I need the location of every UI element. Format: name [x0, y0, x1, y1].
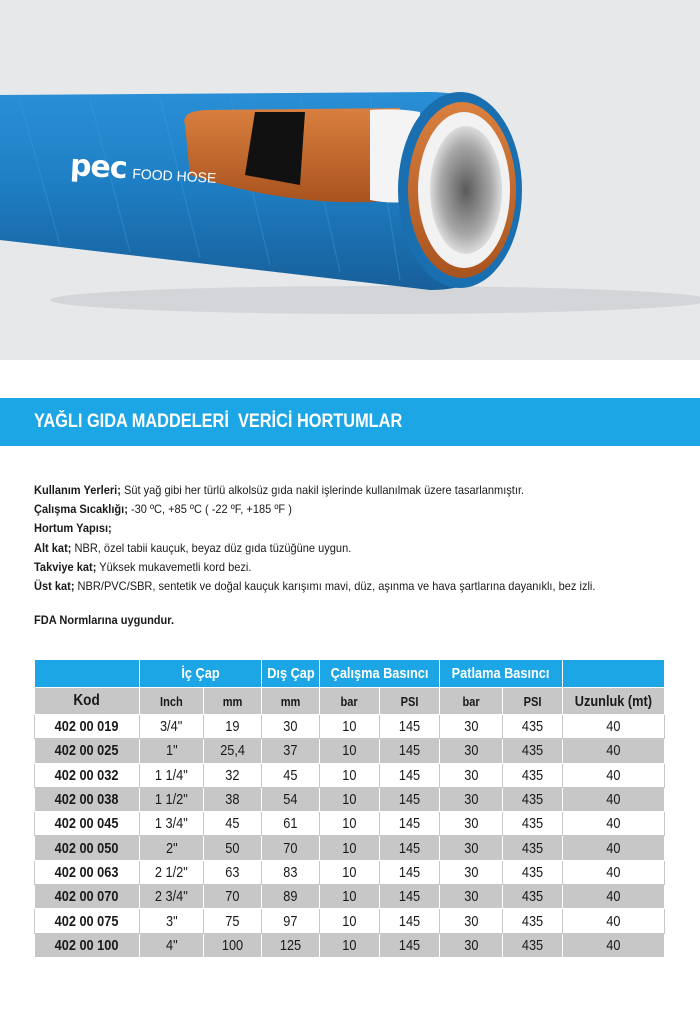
cell-burst-psi: 435 [503, 763, 563, 787]
cell-mm: 38 [204, 787, 262, 811]
table-row [35, 933, 665, 957]
cell-length: 40 [563, 763, 665, 787]
spec-table [34, 659, 665, 958]
description-text: NBR, özel tabii kauçuk, beyaz düz gıda tüzüğüne uygun. [71, 540, 352, 555]
description-line [34, 558, 623, 577]
cell-code: 402 00 025 [35, 739, 140, 763]
cell-code: 402 00 032 [35, 763, 140, 787]
header-working-psi: PSI [380, 688, 440, 715]
table-row [35, 787, 665, 811]
header-mm: mm [204, 688, 262, 715]
description-label: Hortum Yapısı; [34, 521, 112, 536]
table-header-blank [563, 660, 665, 688]
cell-outer-mm: 61 [262, 812, 320, 836]
description-text: NBR/PVC/SBR, sentetik ve doğal kauçuk karışımı mavi, düz, aşınma ve hava şartlarına dayanıklı, bez izli. [74, 579, 596, 594]
cell-working-bar: 10 [320, 909, 380, 933]
cell-burst-psi: 435 [503, 787, 563, 811]
table-row [35, 885, 665, 909]
cell-working-bar: 10 [320, 715, 380, 739]
cell-working-bar: 10 [320, 739, 380, 763]
cell-burst-psi: 435 [503, 909, 563, 933]
brand-subtitle: FOOD HOSE [131, 165, 217, 186]
cell-mm: 100 [204, 933, 262, 957]
cell-inch: 2 1/2" [140, 860, 204, 884]
description-label: Takviye kat; [34, 559, 97, 574]
cell-working-psi: 145 [380, 715, 440, 739]
description-line [34, 481, 623, 500]
description-label: Üst kat; [34, 579, 75, 594]
description-text: Süt yağ gibi her türlü alkolsüz gıda nakil işlerinde kullanılmak üzere tasarlanmıştır. [120, 483, 525, 497]
description-label: Alt kat; [34, 540, 72, 555]
cell-burst-bar: 30 [440, 860, 503, 884]
cell-burst-psi: 435 [503, 885, 563, 909]
cell-working-bar: 10 [320, 763, 380, 787]
description-label: Kullanım Yerleri; [34, 483, 121, 497]
cell-working-psi: 145 [380, 909, 440, 933]
cell-length: 40 [563, 860, 665, 884]
cell-outer-mm: 54 [262, 787, 320, 811]
cell-mm: 50 [204, 836, 262, 860]
cell-working-psi: 145 [380, 836, 440, 860]
cell-code: 402 00 070 [35, 885, 140, 909]
table-row [35, 860, 665, 884]
description-text: -30 ºC, +85 ºC ( -22 ºF, +185 ºF ) [127, 502, 292, 517]
cell-inch: 4" [140, 933, 204, 957]
cell-burst-psi: 435 [503, 739, 563, 763]
cell-burst-bar: 30 [440, 739, 503, 763]
cell-outer-mm: 37 [262, 739, 320, 763]
table-row [35, 715, 665, 739]
cell-inch: 1 1/2" [140, 787, 204, 811]
table-group-header-row [35, 660, 665, 688]
cell-outer-mm: 70 [262, 836, 320, 860]
page-title: YAĞLI GIDA MADDELERİ VERİCİ HORTUMLAR [34, 411, 403, 432]
cell-outer-mm: 45 [262, 763, 320, 787]
cell-code: 402 00 019 [35, 715, 140, 739]
cell-length: 40 [563, 933, 665, 957]
cell-burst-bar: 30 [440, 715, 503, 739]
table-header-blank [35, 660, 140, 688]
cell-length: 40 [563, 836, 665, 860]
cell-mm: 75 [204, 909, 262, 933]
cell-burst-psi: 435 [503, 836, 563, 860]
cell-outer-mm: 89 [262, 885, 320, 909]
description-text: Yüksek mukavemetli kord bezi. [96, 559, 252, 574]
fda-note: FDA Normlarına uygundur. [34, 613, 175, 627]
table-row [35, 836, 665, 860]
product-image [0, 0, 700, 360]
cell-inch: 2 3/4" [140, 885, 204, 909]
cell-working-bar: 10 [320, 885, 380, 909]
product-description [34, 481, 623, 596]
cell-outer-mm: 83 [262, 860, 320, 884]
cell-mm: 45 [204, 812, 262, 836]
cell-outer-mm: 30 [262, 715, 320, 739]
cell-outer-mm: 97 [262, 909, 320, 933]
cell-working-bar: 10 [320, 860, 380, 884]
cell-working-bar: 10 [320, 812, 380, 836]
cell-working-psi: 145 [380, 860, 440, 884]
cell-length: 40 [563, 909, 665, 933]
header-working-pressure: Çalışma Basıncı [320, 660, 440, 688]
cell-working-bar: 10 [320, 787, 380, 811]
cell-working-bar: 10 [320, 836, 380, 860]
header-burst-pressure: Patlama Basıncı [440, 660, 563, 688]
cell-burst-psi: 435 [503, 715, 563, 739]
black-layer [245, 112, 305, 185]
cell-mm: 19 [204, 715, 262, 739]
cell-working-psi: 145 [380, 933, 440, 957]
table-body [35, 715, 665, 958]
cell-burst-bar: 30 [440, 763, 503, 787]
cell-burst-psi: 435 [503, 812, 563, 836]
header-code: Kod [35, 688, 140, 715]
header-burst-psi: PSI [503, 688, 563, 715]
cell-length: 40 [563, 885, 665, 909]
header-working-bar: bar [320, 688, 380, 715]
cell-length: 40 [563, 787, 665, 811]
cell-working-psi: 145 [380, 885, 440, 909]
cell-burst-psi: 435 [503, 933, 563, 957]
header-length: Uzunluk (mt) [563, 688, 665, 715]
cell-burst-psi: 435 [503, 860, 563, 884]
brand-logo-text: pec [69, 148, 128, 187]
cell-code: 402 00 063 [35, 860, 140, 884]
cell-code: 402 00 075 [35, 909, 140, 933]
description-line [34, 577, 623, 596]
cell-mm: 63 [204, 860, 262, 884]
cell-working-bar: 10 [320, 933, 380, 957]
description-line [34, 519, 623, 538]
cell-length: 40 [563, 715, 665, 739]
cell-working-psi: 145 [380, 739, 440, 763]
cell-burst-bar: 30 [440, 836, 503, 860]
table-row [35, 739, 665, 763]
cell-inch: 2" [140, 836, 204, 860]
cell-working-psi: 145 [380, 812, 440, 836]
table-row [35, 763, 665, 787]
header-outer-diameter: Dış Çap [262, 660, 320, 688]
cell-burst-bar: 30 [440, 933, 503, 957]
cell-code: 402 00 100 [35, 933, 140, 957]
cell-burst-bar: 30 [440, 885, 503, 909]
table-row [35, 909, 665, 933]
cell-inch: 1 1/4" [140, 763, 204, 787]
description-label: Çalışma Sıcaklığı; [34, 502, 128, 517]
cell-mm: 70 [204, 885, 262, 909]
description-line [34, 539, 623, 558]
header-burst-bar: bar [440, 688, 503, 715]
cell-code: 402 00 045 [35, 812, 140, 836]
header-inch: Inch [140, 688, 204, 715]
cell-burst-bar: 30 [440, 812, 503, 836]
cell-mm: 32 [204, 763, 262, 787]
title-band [0, 398, 700, 446]
cell-code: 402 00 050 [35, 836, 140, 860]
cell-inch: 1" [140, 739, 204, 763]
description-line [34, 500, 623, 519]
cell-working-psi: 145 [380, 787, 440, 811]
cell-outer-mm: 125 [262, 933, 320, 957]
cell-mm: 25,4 [204, 739, 262, 763]
hose-bore [430, 126, 502, 254]
table-sub-header-row [35, 688, 665, 715]
cell-length: 40 [563, 739, 665, 763]
cell-code: 402 00 038 [35, 787, 140, 811]
cell-length: 40 [563, 812, 665, 836]
cell-inch: 3/4" [140, 715, 204, 739]
cell-burst-bar: 30 [440, 787, 503, 811]
cell-inch: 1 3/4" [140, 812, 204, 836]
cell-working-psi: 145 [380, 763, 440, 787]
header-outer-mm: mm [262, 688, 320, 715]
cell-inch: 3" [140, 909, 204, 933]
table-row [35, 812, 665, 836]
cell-burst-bar: 30 [440, 909, 503, 933]
header-inner-diameter: İç Çap [140, 660, 262, 688]
